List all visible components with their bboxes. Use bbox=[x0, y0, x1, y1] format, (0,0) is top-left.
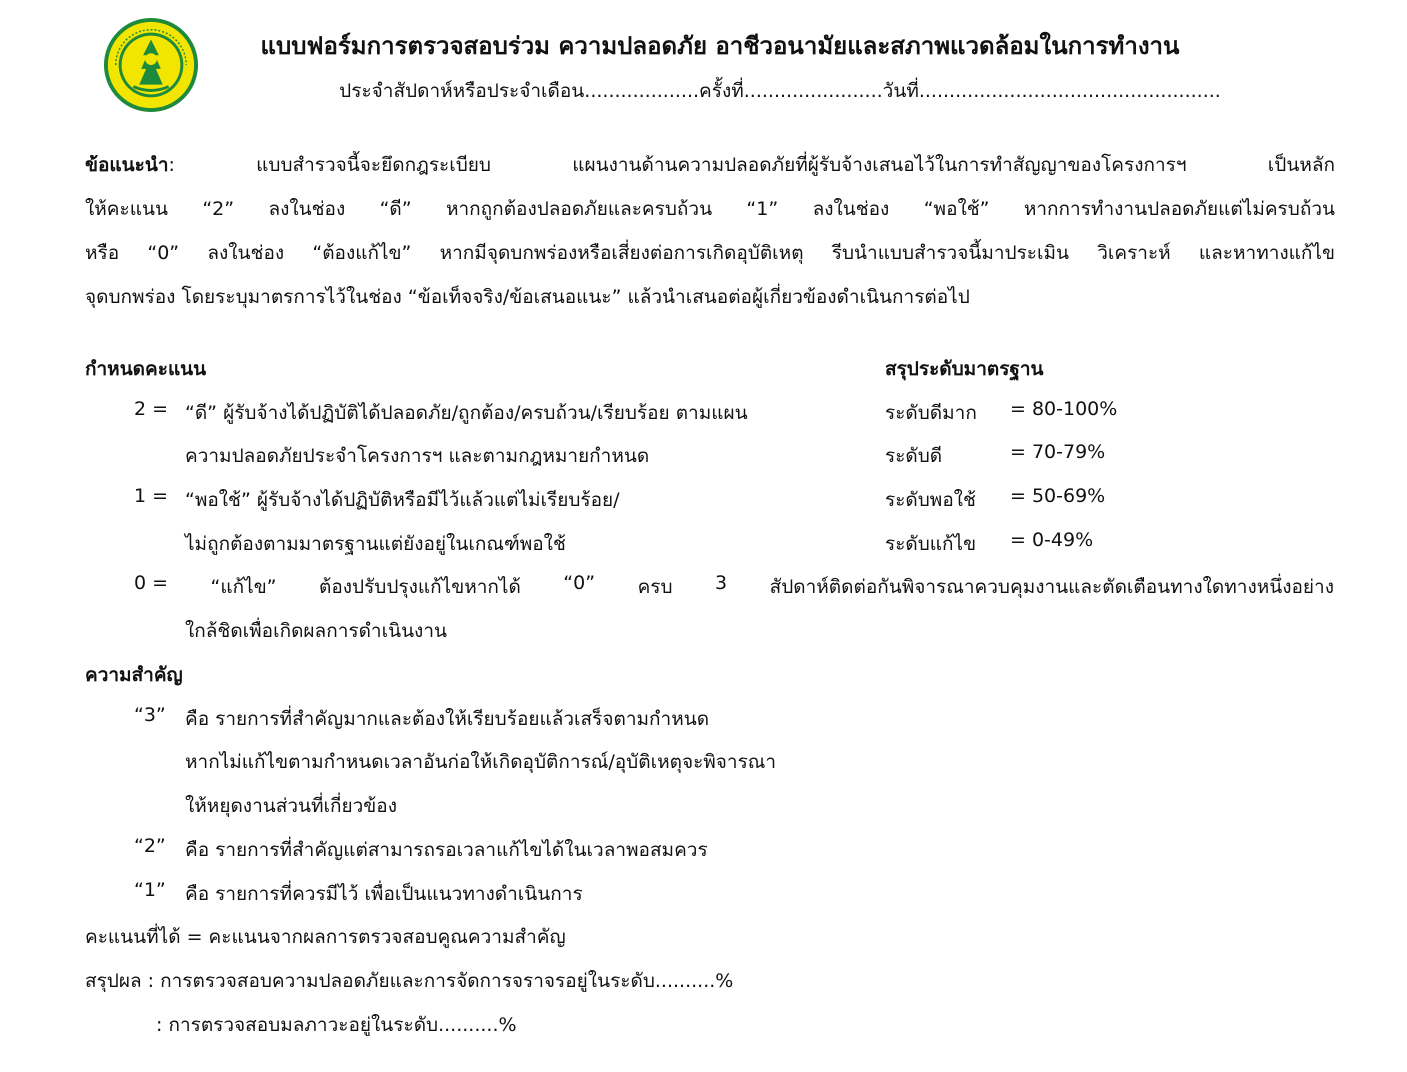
level-value: = 0-49% bbox=[1010, 529, 1094, 551]
standard-heading: สรุประดับมาตรฐาน bbox=[885, 358, 1044, 380]
level-name: ระดับแก้ไข bbox=[885, 533, 977, 555]
level-name: ระดับดี bbox=[885, 445, 943, 467]
score-2-text-cont: ความปลอดภัยประจำโครงการฯ และตามกฎหมายกำหนด bbox=[185, 445, 650, 467]
scoring-heading: กำหนดคะแนน bbox=[85, 358, 207, 380]
score-formula: คะแนนที่ได้ = คะแนนจากผลการตรวจสอบคูณความสำคัญ bbox=[85, 926, 566, 948]
advice-label: ข้อแนะนำ bbox=[85, 154, 169, 176]
score-0-number: 0 = bbox=[134, 572, 169, 594]
score-1-text: “พอใช้” ผู้รับจ้างได้ปฏิบัติหรือมีไว้แล้วแต่ไม่เรียบร้อย/ bbox=[185, 489, 620, 511]
score-2-text: “ดี” ผู้รับจ้างได้ปฏิบัติได้ปลอดภัย/ถูกต้อง/ครบถ้วน/เรียบร้อย ตามแผน bbox=[185, 402, 748, 424]
advice-paragraph bbox=[85, 143, 1335, 319]
score-2-number: 2 = bbox=[134, 398, 169, 420]
advice-line-3: หรือ “0” ลงในช่อง “ต้องแก้ไข” หากมีจุดบกพร่องหรือเสี่ยงต่อการเกิดอุบัติเหตุ รีบนำแบบสำรวจนี้มาประเมิน วิเคราะห์ และหาทางแก้ไข bbox=[85, 242, 1335, 264]
level-name: ระดับพอใช้ bbox=[885, 489, 976, 511]
score-0-row: 0 = “แก้ไข” ต้องปรับปรุงแก้ไขหากได้ “0” ครบ 3 สัปดาห์ติดต่อกันพิจารณาควบคุมงานและตัดเตือนทางใดทางหนึ่งอย่าง bbox=[134, 572, 1334, 602]
summary-safety-traffic: สรุปผล : การตรวจสอบความปลอดภัยและการจัดการจราจรอยู่ในระดับ..........% bbox=[85, 970, 734, 992]
level-name: ระดับดีมาก bbox=[885, 402, 977, 424]
summary-pollution: : การตรวจสอบมลภาวะอยู่ในระดับ..........% bbox=[156, 1014, 517, 1036]
importance-3-text-cont: ให้หยุดงานส่วนที่เกี่ยวข้อง bbox=[185, 795, 397, 817]
advice-line-2: ให้คะแนน “2” ลงในช่อง “ดี” หากถูกต้องปลอดภัยและครบถ้วน “1” ลงในช่อง “พอใช้” หากการทำงานปลอดภัยแต่ไม่ครบถ้วน bbox=[85, 198, 1335, 220]
importance-3-text-cont: หากไม่แก้ไขตามกำหนดเวลาอันก่อให้เกิดอุบัติการณ์/อุบัติเหตุจะพิจารณา bbox=[185, 751, 777, 773]
importance-heading: ความสำคัญ bbox=[85, 664, 183, 686]
advice-text: แบบสำรวจนี้จะยึดกฎระเบียบ bbox=[256, 154, 491, 176]
level-value: = 70-79% bbox=[1010, 441, 1106, 463]
importance-1-text: คือ รายการที่ควรมีไว้ เพื่อเป็นแนวทางดำเนินการ bbox=[185, 883, 583, 905]
department-seal-logo bbox=[102, 16, 200, 114]
level-value: = 80-100% bbox=[1010, 398, 1118, 420]
score-1-text-cont: ไม่ถูกต้องตามมาตรฐานแต่ยังอยู่ในเกณฑ์พอใช้ bbox=[185, 533, 566, 555]
form-title: แบบฟอร์มการตรวจสอบร่วม ความปลอดภัย อาชีวอนามัยและสภาพแวดล้อมในการทำงาน bbox=[260, 32, 1180, 60]
importance-3-text: คือ รายการที่สำคัญมากและต้องให้เรียบร้อยแล้วเสร็จตามกำหนด bbox=[185, 708, 710, 730]
form-subtitle-fill-in-line: ประจำสัปดาห์หรือประจำเดือน...................ครั้งที่.......................วันที่.................................................. bbox=[339, 80, 1221, 102]
importance-1-number: “1” bbox=[134, 879, 166, 901]
level-value: = 50-69% bbox=[1010, 485, 1106, 507]
score-0-text-cont: ใกล้ชิดเพื่อเกิดผลการดำเนินงาน bbox=[185, 620, 447, 642]
importance-3-number: “3” bbox=[134, 704, 166, 726]
advice-line-4: จุดบกพร่อง โดยระบุมาตรการไว้ในช่อง “ข้อเท็จจริง/ข้อเสนอแนะ” แล้วนำเสนอต่อผู้เกี่ยวข้องดำเนินการต่อไป bbox=[85, 286, 970, 308]
advice-line-1: ข้อแนะนำ: แบบสำรวจนี้จะยึดกฎระเบียบ แผนงานด้านความปลอดภัยที่ผู้รับจ้างเสนอไว้ในการทำสัญญาของโครงการฯ เป็นหลัก bbox=[85, 143, 1335, 187]
advice-text: เป็นหลัก bbox=[1267, 154, 1335, 176]
advice-text: แผนงานด้านความปลอดภัยที่ผู้รับจ้างเสนอไว้ในการทำสัญญาของโครงการฯ bbox=[572, 154, 1187, 176]
score-1-number: 1 = bbox=[134, 485, 169, 507]
importance-2-number: “2” bbox=[134, 835, 166, 857]
importance-2-text: คือ รายการที่สำคัญแต่สามารถรอเวลาแก้ไขได้ในเวลาพอสมควร bbox=[185, 839, 708, 861]
